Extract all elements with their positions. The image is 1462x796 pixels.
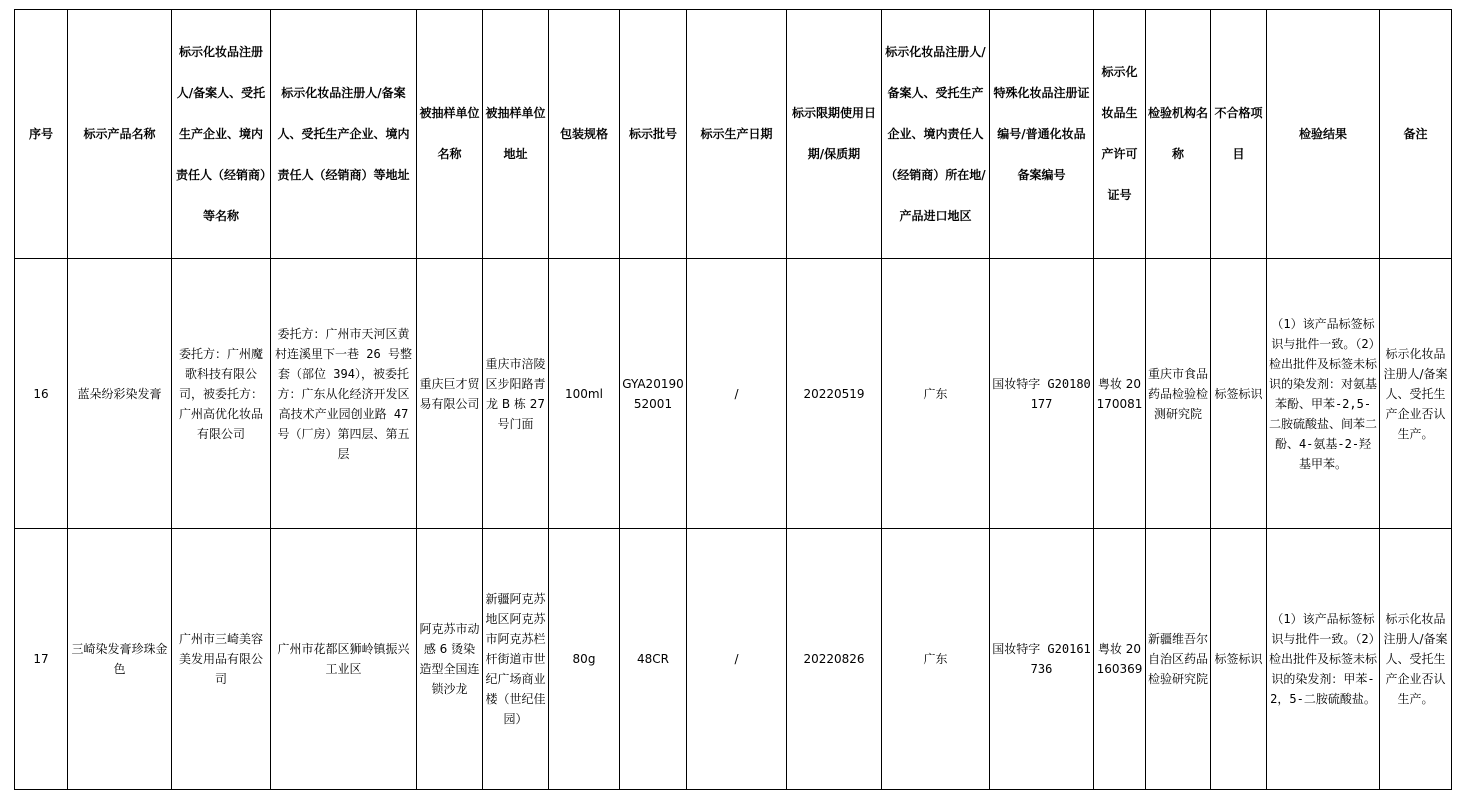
cell-expiry: 20220826 — [787, 529, 882, 790]
cell-inspection-agency: 新疆维吾尔自治区药品检验研究院 — [1146, 529, 1211, 790]
cell-batch: GYA2019052001 — [620, 259, 687, 529]
cell-inspection-agency: 重庆市食品药品检验检测研究院 — [1146, 259, 1211, 529]
cell-registration-no: 国妆特字 G20161736 — [990, 529, 1094, 790]
cell-remark: 标示化妆品注册人/备案人、受托生产企业否认生产。 — [1380, 259, 1452, 529]
cell-batch: 48CR — [620, 529, 687, 790]
header-sampled-address: 被抽样单位地址 — [483, 10, 549, 259]
cell-production-date: / — [687, 529, 787, 790]
header-inspection-agency: 检验机构名称 — [1146, 10, 1211, 259]
cell-product-name: 蓝朵纷彩染发膏 — [68, 259, 172, 529]
cell-remark: 标示化妆品注册人/备案人、受托生产企业否认生产。 — [1380, 529, 1452, 790]
cell-license-no: 粤妆 20170081 — [1094, 259, 1146, 529]
table-row — [15, 259, 1452, 529]
cell-failed-item: 标签标识 — [1211, 259, 1267, 529]
cell-company-address: 广州市花都区狮岭镇振兴工业区 — [271, 529, 417, 790]
cell-sampled-unit: 阿克苏市动感 6 烫染造型全国连锁沙龙 — [417, 529, 483, 790]
header-production-date: 标示生产日期 — [687, 10, 787, 259]
header-company-name: 标示化妆品注册人/备案人、受托生产企业、境内责任人（经销商）等名称 — [172, 10, 271, 259]
header-sampled-unit: 被抽样单位名称 — [417, 10, 483, 259]
inspection-results-table — [14, 9, 1452, 790]
cell-company-name: 委托方：广州魔歌科技有限公司，被委托方：广州高优化妆品有限公司 — [172, 259, 271, 529]
cell-company-address: 委托方：广州市天河区黄村连溪里下一巷 26 号整套（部位 394），被委托方：广东从化经济开发区高技术产业园创业路 47 号（厂房）第四层、第五层 — [271, 259, 417, 529]
header-license-no: 标示化妆品生产许可证号 — [1094, 10, 1146, 259]
header-region: 标示化妆品注册人/备案人、受托生产企业、境内责任人（经销商）所在地/产品进口地区 — [882, 10, 990, 259]
cell-region: 广东 — [882, 259, 990, 529]
cell-sampled-address: 重庆市涪陵区步阳路青龙 B 栋 27 号门面 — [483, 259, 549, 529]
header-registration-no: 特殊化妆品注册证编号/普通化妆品备案编号 — [990, 10, 1094, 259]
cell-product-name: 三崎染发膏珍珠金色 — [68, 529, 172, 790]
cell-production-date: / — [687, 259, 787, 529]
header-seq: 序号 — [15, 10, 68, 259]
cell-license-no: 粤妆 20160369 — [1094, 529, 1146, 790]
cell-result: （1）该产品标签标识与批件一致。（2）检出批件及标签未标识的染发剂：对氨基苯酚、甲苯-2,5-二胺硫酸盐、间苯二酚、4-氨基-2-羟基甲苯。 — [1267, 259, 1380, 529]
cell-failed-item: 标签标识 — [1211, 529, 1267, 790]
header-expiry: 标示限期使用日期/保质期 — [787, 10, 882, 259]
cell-registration-no: 国妆特字 G20180177 — [990, 259, 1094, 529]
header-batch: 标示批号 — [620, 10, 687, 259]
header-package: 包装规格 — [549, 10, 620, 259]
cell-sampled-address: 新疆阿克苏地区阿克苏市阿克苏栏杆街道市世纪广场商业楼（世纪佳园） — [483, 529, 549, 790]
header-product-name: 标示产品名称 — [68, 10, 172, 259]
cell-expiry: 20220519 — [787, 259, 882, 529]
cell-region: 广东 — [882, 529, 990, 790]
header-company-address: 标示化妆品注册人/备案人、受托生产企业、境内责任人（经销商）等地址 — [271, 10, 417, 259]
table-row — [15, 529, 1452, 790]
header-remark: 备注 — [1380, 10, 1452, 259]
cell-package: 100ml — [549, 259, 620, 529]
header-row — [15, 10, 1452, 259]
cell-result: （1）该产品标签标识与批件一致。（2）检出批件及标签未标识的染发剂：甲苯-2，5-二胺硫酸盐。 — [1267, 529, 1380, 790]
header-result: 检验结果 — [1267, 10, 1380, 259]
cell-seq: 17 — [15, 529, 68, 790]
cell-seq: 16 — [15, 259, 68, 529]
cell-sampled-unit: 重庆巨才贸易有限公司 — [417, 259, 483, 529]
cell-package: 80g — [549, 529, 620, 790]
header-failed-item: 不合格项目 — [1211, 10, 1267, 259]
cell-company-name: 广州市三崎美容美发用品有限公司 — [172, 529, 271, 790]
